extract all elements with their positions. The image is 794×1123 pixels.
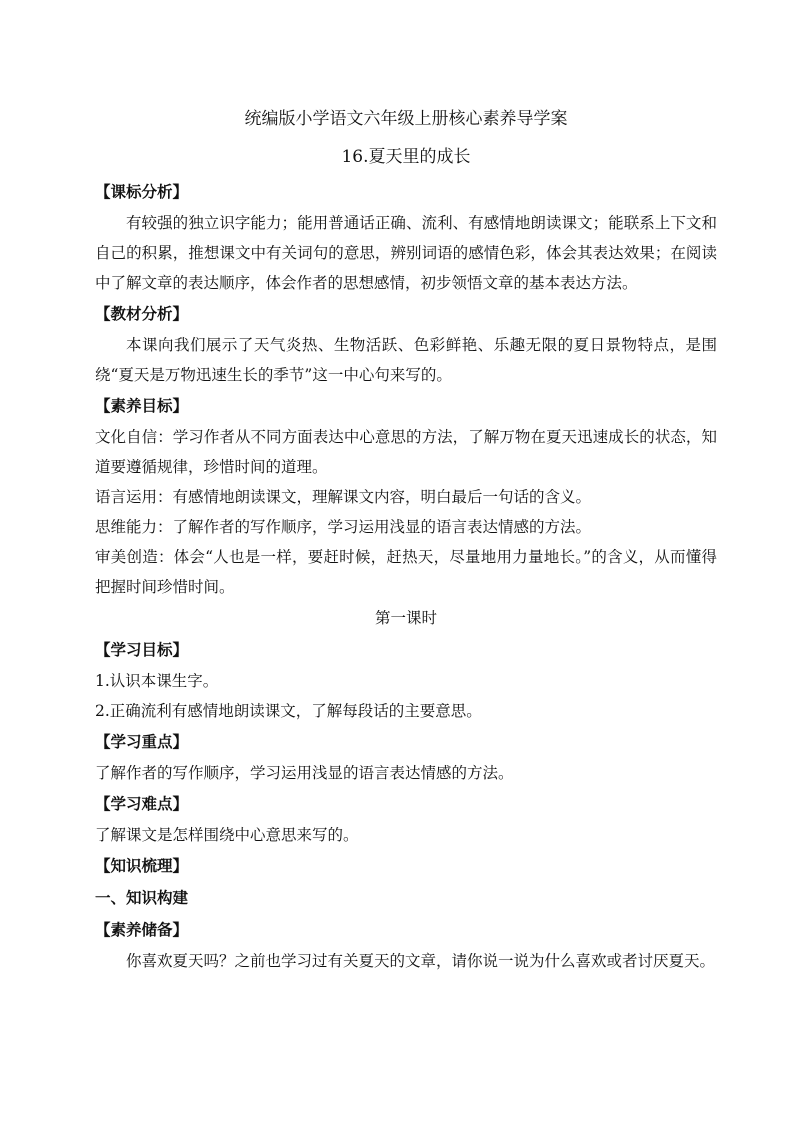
reserve-heading: 【素养储备】 <box>95 921 189 939</box>
difficulties-heading: 【学习难点】 <box>95 795 189 813</box>
document-title: 统编版小学语文六年级上册核心素养导学案 <box>244 109 568 129</box>
first-period-title: 第一课时 <box>374 609 437 627</box>
reserve-text: 你喜欢夏天吗？之前也学习过有关夏天的文章，请你说一说为什么喜欢或者讨厌夏天。 <box>126 952 716 970</box>
key-points-heading: 【学习重点】 <box>95 733 189 751</box>
curriculum-text: 有较强的独立识字能力；能用普通话正确、流利、有感情地朗读课文；能联系上下文和自己的积累，推想课文中有关词句的意思，辨别词语的感情色彩，体会其表达效果；在阅读中了解文章的表达顺序，体会作者的思想感情，初步领悟文章的基本表达方法。 <box>95 214 717 292</box>
literacy-goal-aesthetic: 审美创造：体会“人也是一样，要赶时候，赶热天，尽量地用力量地长。”的含义，从而懂得把握时间珍惜时间。 <box>95 548 717 596</box>
key-points-text: 了解作者的写作顺序，学习运用浅显的语言表达情感的方法。 <box>95 764 514 782</box>
document-content <box>95 106 717 976</box>
textbook-text: 本课向我们展示了天气炎热、生物活跃、色彩鲜艳、乐趣无限的夏日景物特点，是围绕“夏天是万物迅速生长的季节”这一中心句来写的。 <box>95 336 717 384</box>
literacy-goals-heading: 【素养目标】 <box>95 397 189 415</box>
textbook-heading: 【教材分析】 <box>95 305 189 323</box>
study-goal-1: 1.认识本课生字。 <box>95 672 219 690</box>
curriculum-heading: 【课标分析】 <box>95 183 189 201</box>
lesson-title: 16.夏天里的成长 <box>341 147 471 167</box>
knowledge-sub-heading: 一、知识构建 <box>95 889 189 907</box>
study-goals-heading: 【学习目标】 <box>95 641 189 659</box>
study-goal-2: 2.正确流利有感情地朗读课文，了解每段话的主要意思。 <box>95 702 482 720</box>
difficulties-text: 了解课文是怎样围绕中心意思来写的。 <box>95 826 359 844</box>
literacy-goal-language: 语言运用：有感情地朗读课文，理解课文内容，明白最后一句话的含义。 <box>95 488 592 506</box>
literacy-goal-thinking: 思维能力：了解作者的写作顺序，学习运用浅显的语言表达情感的方法。 <box>95 518 592 536</box>
knowledge-heading: 【知识梳理】 <box>95 857 189 875</box>
literacy-goal-culture: 文化自信：学习作者从不同方面表达中心意思的方法，了解万物在夏天迅速成长的状态，知道要遵循规律，珍惜时间的道理。 <box>95 428 717 476</box>
